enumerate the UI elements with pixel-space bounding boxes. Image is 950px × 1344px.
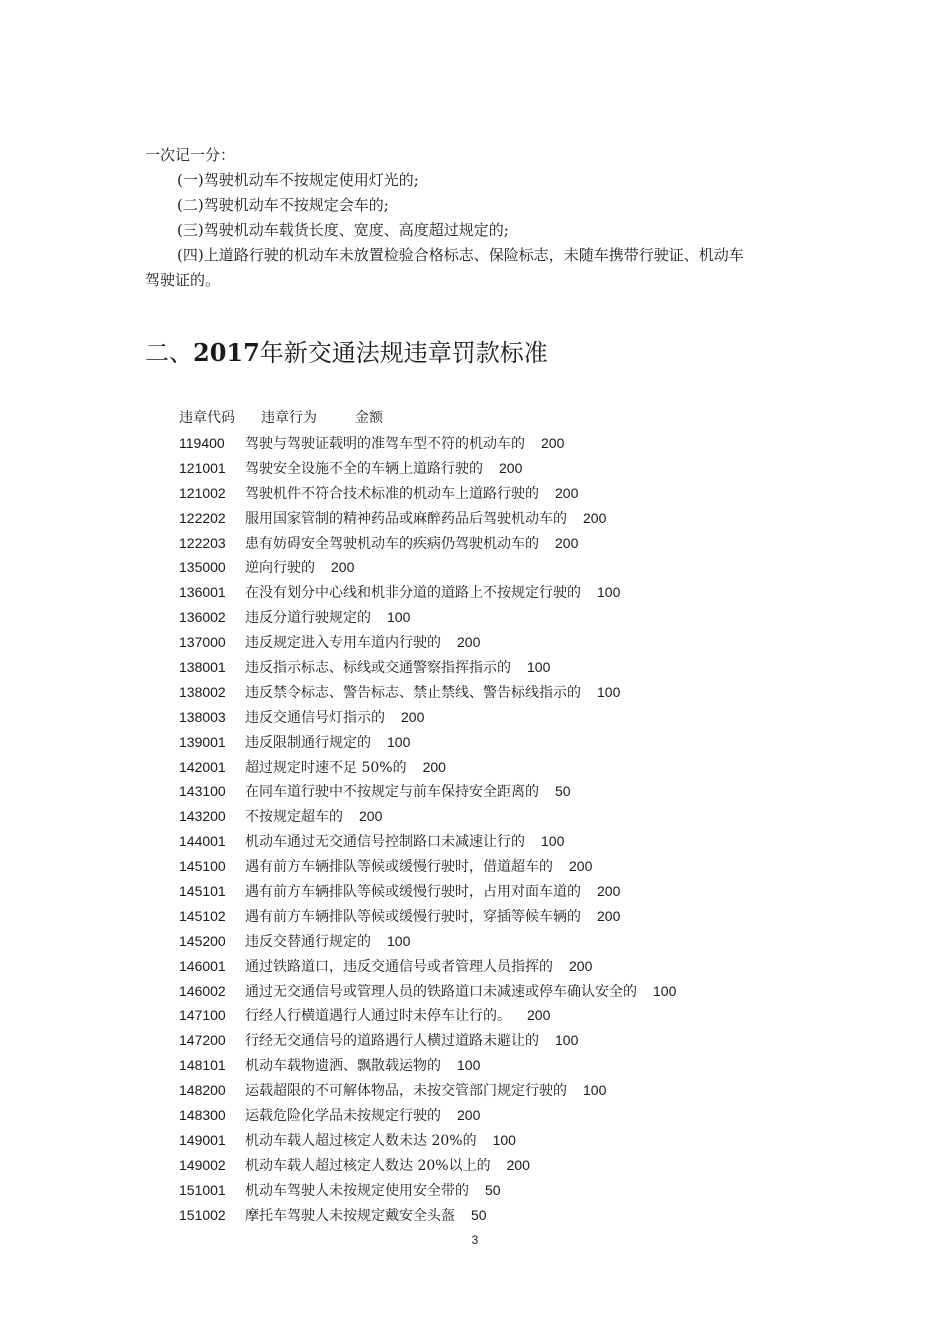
violation-code: 145100 <box>179 858 226 875</box>
heading-prefix: 二、 <box>145 339 193 367</box>
table-row <box>179 755 676 780</box>
violation-code: 119400 <box>179 435 225 451</box>
table-body <box>179 431 676 1228</box>
violation-code: 144001 <box>179 833 226 850</box>
violation-act: 违反限制通行规定的 <box>245 734 371 751</box>
violation-act: 超过规定时速不足 50%的 <box>245 759 407 776</box>
table-row <box>179 1078 676 1103</box>
table-row <box>179 630 676 655</box>
intro-item: (二)驾驶机动车不按规定会车的; <box>177 196 389 214</box>
violation-act: 驾驶安全设施不全的车辆上道路行驶的 <box>245 460 483 477</box>
violation-code: 143200 <box>179 808 226 825</box>
fine-amount: 50 <box>485 1181 501 1198</box>
violation-act: 机动车载人超过核定人数达 20%以上的 <box>245 1157 491 1174</box>
violation-code: 138002 <box>179 683 226 700</box>
violation-act: 行经无交通信号的道路遇行人横过道路未避让的 <box>245 1033 539 1050</box>
intro-item: (三)驾驶机动车载货长度、宽度、高度超过规定的; <box>177 221 509 239</box>
fine-amount: 200 <box>569 957 593 974</box>
table-row <box>179 531 676 556</box>
violation-code: 122203 <box>179 534 226 551</box>
fine-amount: 100 <box>653 982 677 999</box>
fine-amount: 200 <box>331 559 355 576</box>
fine-amount: 200 <box>422 758 446 775</box>
violation-act: 机动车载人超过核定人数未达 20%的 <box>245 1132 477 1149</box>
fine-amount: 200 <box>555 484 579 501</box>
violation-act: 通过铁路道口，违反交通信号或者管理人员指挥的 <box>245 958 553 975</box>
table-row <box>179 829 676 854</box>
fine-amount: 50 <box>555 783 571 800</box>
table-row <box>179 481 676 506</box>
violation-table <box>179 406 676 1228</box>
table-row <box>179 680 676 705</box>
table-row <box>179 904 676 929</box>
table-row <box>179 431 676 456</box>
violation-code: 145200 <box>179 932 226 949</box>
table-header <box>179 406 676 431</box>
fine-amount: 200 <box>457 634 481 651</box>
violation-act: 逆向行驶的 <box>245 560 315 577</box>
violation-act: 机动车驾驶人未按规定使用安全带的 <box>245 1182 469 1199</box>
section-heading <box>145 335 548 371</box>
violation-code: 148200 <box>179 1082 226 1099</box>
violation-code: 136001 <box>179 584 226 601</box>
table-row <box>179 506 676 531</box>
violation-code: 145102 <box>179 907 226 924</box>
fine-amount: 100 <box>541 833 565 850</box>
fine-amount: 200 <box>499 459 523 476</box>
violation-act: 在同车道行驶中不按规定与前车保持安全距离的 <box>245 784 539 801</box>
fine-amount: 200 <box>597 907 621 924</box>
intro-item: (一)驾驶机动车不按规定使用灯光的; <box>177 171 419 189</box>
violation-act: 违反交替通行规定的 <box>245 933 371 950</box>
violation-act: 违反分道行驶规定的 <box>245 610 371 627</box>
violation-code: 149001 <box>179 1131 226 1148</box>
violation-act: 运载超限的不可解体物品，未按交管部门规定行驶的 <box>245 1083 567 1100</box>
page-number: 3 <box>471 1233 479 1247</box>
table-row <box>179 954 676 979</box>
violation-act: 摩托车驾驶人未按规定戴安全头盔 <box>245 1207 455 1224</box>
fine-amount: 100 <box>492 1131 516 1148</box>
table-row <box>179 1178 676 1203</box>
table-row <box>179 1103 676 1128</box>
header-act: 违章行为 <box>261 410 317 426</box>
table-row <box>179 1003 676 1028</box>
violation-act: 驾驶与驾驶证载明的准驾车型不符的机动车的 <box>245 436 525 452</box>
violation-code: 122202 <box>179 509 226 526</box>
header-code: 违章代码 <box>179 410 235 426</box>
fine-amount: 100 <box>387 733 411 750</box>
violation-code: 146002 <box>179 982 226 999</box>
violation-code: 151002 <box>179 1206 226 1223</box>
violation-code: 148101 <box>179 1057 226 1074</box>
fine-amount: 200 <box>597 883 621 900</box>
fine-amount: 200 <box>569 858 593 875</box>
violation-act: 遇有前方车辆排队等候或缓慢行驶时，借道超车的 <box>245 859 553 876</box>
fine-amount: 200 <box>541 435 565 451</box>
violation-act: 通过无交通信号或管理人员的铁路道口未减速或停车确认安全的 <box>245 983 637 1000</box>
table-row <box>179 555 676 580</box>
violation-act: 运载危险化学品未按规定行驶的 <box>245 1108 441 1125</box>
fine-amount: 100 <box>387 932 411 949</box>
intro-item-4-line-1: (四)上道路行驶的机动车未放置检验合格标志、保险标志，未随车携带行驶证、机动车 <box>177 246 744 264</box>
violation-code: 147100 <box>179 1007 226 1024</box>
violation-code: 136002 <box>179 609 226 626</box>
table-row <box>179 456 676 481</box>
violation-code: 135000 <box>179 559 226 576</box>
violation-code: 143100 <box>179 783 226 800</box>
violation-act: 违反指示标志、标线或交通警察指挥指示的 <box>245 660 511 677</box>
intro-section <box>145 143 825 293</box>
table-row <box>179 779 676 804</box>
violation-code: 142001 <box>179 758 226 775</box>
fine-amount: 200 <box>359 808 383 825</box>
fine-amount: 200 <box>506 1156 530 1173</box>
header-amount: 金额 <box>355 410 383 426</box>
violation-code: 137000 <box>179 634 226 651</box>
violation-code: 148300 <box>179 1107 226 1124</box>
violation-act: 服用国家管制的精神药品或麻醉药品后驾驶机动车的 <box>245 510 567 527</box>
violation-code: 149002 <box>179 1156 226 1173</box>
table-row <box>179 854 676 879</box>
table-row <box>179 929 676 954</box>
violation-code: 121002 <box>179 484 226 501</box>
table-row <box>179 730 676 755</box>
fine-amount: 100 <box>583 1082 607 1099</box>
violation-act: 违反交通信号灯指示的 <box>245 709 385 726</box>
table-row <box>179 804 676 829</box>
table-row <box>179 1153 676 1178</box>
violation-act: 遇有前方车辆排队等候或缓慢行驶时，穿插等候车辆的 <box>245 908 581 925</box>
violation-code: 138001 <box>179 659 226 676</box>
violation-code: 145101 <box>179 883 226 900</box>
violation-code: 146001 <box>179 957 226 974</box>
violation-act: 机动车通过无交通信号控制路口未减速让行的 <box>245 834 525 851</box>
violation-act: 行经人行横道遇行人通过时未停车让行的。 <box>245 1008 511 1025</box>
fine-amount: 200 <box>555 534 579 551</box>
violation-act: 患有妨碍安全驾驶机动车的疾病仍驾驶机动车的 <box>245 535 539 552</box>
fine-amount: 100 <box>597 584 621 601</box>
table-row <box>179 705 676 730</box>
intro-item-4-line-2: 驾驶证的。 <box>145 271 221 289</box>
violation-code: 151001 <box>179 1181 226 1198</box>
fine-amount: 100 <box>457 1057 481 1074</box>
violation-act: 在没有划分中心线和机非分道的道路上不按规定行驶的 <box>245 585 581 602</box>
violation-act: 遇有前方车辆排队等候或缓慢行驶时，占用对面车道的 <box>245 884 581 901</box>
fine-amount: 200 <box>583 509 607 526</box>
violation-code: 139001 <box>179 733 226 750</box>
table-row <box>179 1203 676 1228</box>
violation-act: 驾驶机件不符合技术标准的机动车上道路行驶的 <box>245 485 539 502</box>
table-row <box>179 879 676 904</box>
violation-act: 违反规定进入专用车道内行驶的 <box>245 635 441 652</box>
violation-act: 机动车载物遗洒、飘散载运物的 <box>245 1058 441 1075</box>
fine-amount: 200 <box>457 1107 481 1124</box>
violation-code: 121001 <box>179 459 226 476</box>
table-row <box>179 1128 676 1153</box>
table-row <box>179 655 676 680</box>
fine-amount: 50 <box>471 1206 487 1223</box>
violation-act: 违反禁令标志、警告标志、禁止禁线、警告标线指示的 <box>245 684 581 701</box>
heading-year: 2017 <box>193 338 260 367</box>
fine-amount: 200 <box>527 1007 551 1024</box>
fine-amount: 100 <box>387 609 411 626</box>
heading-suffix: 年新交通法规违章罚款标准 <box>259 339 548 367</box>
fine-amount: 100 <box>555 1032 579 1049</box>
table-row <box>179 1028 676 1053</box>
fine-amount: 100 <box>527 659 551 676</box>
violation-code: 147200 <box>179 1032 226 1049</box>
intro-lead: 一次记一分： <box>145 146 236 164</box>
fine-amount: 200 <box>401 708 425 725</box>
table-row <box>179 1053 676 1078</box>
table-row <box>179 580 676 605</box>
table-row <box>179 605 676 630</box>
fine-amount: 100 <box>597 683 621 700</box>
table-row <box>179 979 676 1004</box>
violation-code: 138003 <box>179 708 226 725</box>
violation-act: 不按规定超车的 <box>245 809 343 826</box>
